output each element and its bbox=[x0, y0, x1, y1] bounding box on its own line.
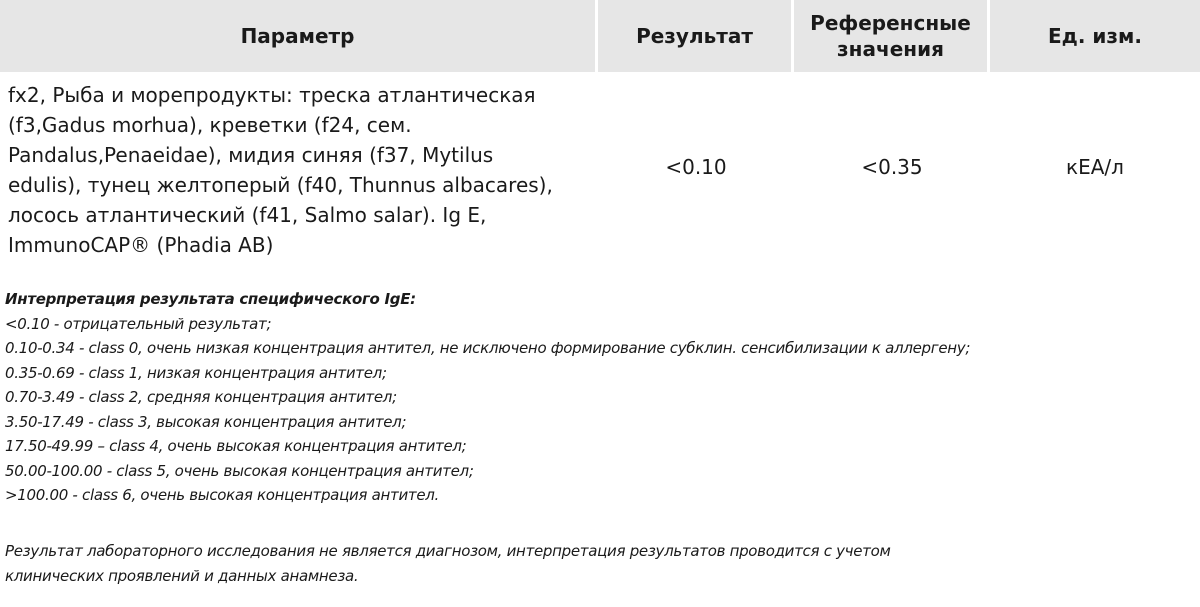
header-unit: Ед. изм. bbox=[990, 0, 1200, 72]
row-parameter-cell bbox=[0, 72, 598, 262]
table-row bbox=[0, 72, 1200, 262]
interpretation-line: <0.10 - отрицательный результат; bbox=[5, 314, 272, 333]
interpretation-line: 3.50-17.49 - class 3, высокая концентрация антител; bbox=[5, 412, 407, 431]
disclaimer-line: клинических проявлений и данных анамнеза. bbox=[5, 567, 359, 585]
row-result: <0.10 bbox=[665, 155, 727, 179]
table-header-row bbox=[0, 0, 1200, 72]
interpretation-title: Интерпретация результата специфического IgE: bbox=[5, 290, 416, 308]
row-unit: кЕА/л bbox=[1066, 155, 1124, 179]
interpretation-line: 17.50-49.99 – class 4, очень высокая концентрация антител; bbox=[5, 437, 467, 455]
interpretation-line: 50.00-100.00 - class 5, очень высокая концентрация антител; bbox=[5, 461, 474, 480]
row-parameter: fx2, Рыба и морепродукты: треска атлантическая (f3,Gadus morhua), креветки (f24, сем. Pandalus,Penaeidae), мидия синяя (f37, Mytilus edulis), тунец желтоперый (f40, Thunnus albacares), лосось атлантический (f41, Salmo salar). Ig E, ImmunoCAP® (Phadia AB) bbox=[8, 83, 553, 257]
header-reference: Референсные значения bbox=[794, 0, 990, 72]
interpretation-line: 0.35-0.69 - class 1, низкая концентрация антител; bbox=[5, 363, 387, 382]
results-table bbox=[0, 0, 1200, 262]
interpretation-line: 0.10-0.34 - class 0, очень низкая концентрация антител, не исключено формирование субклин. сенсибилизации к аллергену; bbox=[5, 339, 971, 357]
header-result: Результат bbox=[598, 0, 794, 72]
interpretation-line: 0.70-3.49 - class 2, средняя концентрация антител; bbox=[5, 388, 397, 406]
header-parameter: Параметр bbox=[0, 0, 598, 72]
row-reference: <0.35 bbox=[861, 155, 923, 179]
disclaimer-line: Результат лабораторного исследования не является диагнозом, интерпретация результатов проводится с учетом bbox=[5, 542, 891, 560]
interpretation-notes bbox=[5, 287, 1195, 508]
disclaimer bbox=[5, 539, 1195, 589]
interpretation-line: >100.00 - class 6, очень высокая концентрация антител. bbox=[5, 486, 440, 504]
